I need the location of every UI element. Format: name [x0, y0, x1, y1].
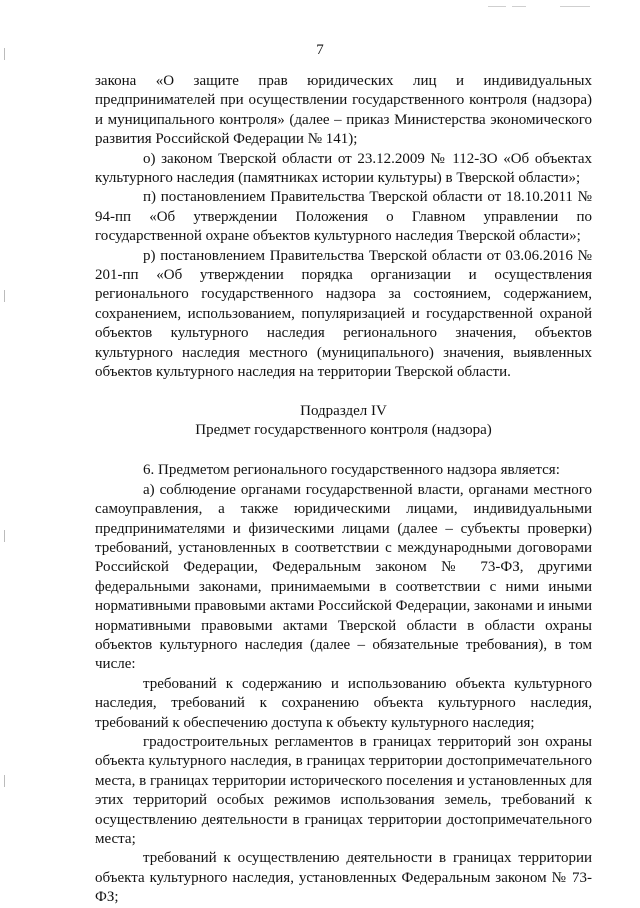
paragraph: градостроительных регламентов в границах территорий зон охраны объекта культурного наследия, в границах территории достопримечательного места, в границах территории исторического поселения и установленных для этих территорий особых режимов использования земель, требований к осуществлению деятельности в границах территории достопримечательного места;	[95, 734, 592, 848]
scan-artifact	[560, 6, 590, 7]
paragraph: закона «О защите прав юридических лиц и индивидуальных предпринимателей при осуществлении государственного контроля (надзора) и муниципального контроля» (далее – приказ Министерства экономического развития Российской Федерации № 141);	[95, 73, 592, 148]
paragraph: о) законом Тверской области от 23.12.2009 № 112-ЗО «Об объектах культурного наследия (памятниках истории культуры) в Тверской области»;	[95, 150, 592, 187]
paragraph: а) соблюдение органами государственной власти, органами местного самоуправления, а также юридическими лицами, индивидуальными предпринимателями и физическими лицами (далее – субъекты проверки) требований, установленных в соответствии с международными договорами Российской Федерации, Федеральным законом № 73-ФЗ, другими федеральными законами, принимаемыми в соответствии с ними иными нормативными правовыми актами Российской Федерации, законами и иными нормативными правовыми актами Тверской области в области охраны объектов культурного наследия (далее – обязательные требования), в том числе:	[95, 481, 593, 673]
paragraph: р) постановлением Правительства Тверской области от 03.06.2016 № 201-пп «Об утверждении порядка организации и осуществления регионального государственного надзора за состоянием, содержанием, сохранением, использованием, популяризацией и государственной охраной объектов культурного наследия регионального значения, объектов культурного наследия местного (муниципального) значения, выявленных объектов культурного наследия на территории Тверской области.	[95, 247, 592, 381]
section-subtitle: Подраздел IV	[300, 402, 387, 419]
spacer	[95, 383, 592, 402]
scan-edge-mark	[4, 775, 5, 787]
paragraph: требований к осуществлению деятельности в границах территории объекта культурного наследия, установленных Федеральным законом № 73-ФЗ;	[95, 850, 592, 906]
section-title: Предмет государственного контроля (надзора)	[195, 421, 492, 438]
page-number: 7	[316, 42, 324, 58]
spacer	[95, 440, 592, 461]
scan-artifact	[512, 6, 526, 7]
paragraph: требований к содержанию и использованию объекта культурного наследия, требований к сохранению объекта культурного наследия, требований к обеспечению доступа к объекту культурного наследия;	[95, 675, 592, 731]
paragraph: п) постановлением Правительства Тверской области от 18.10.2011 № 94-пп «Об утверждении Положения о Главном управлении по государственной охране объектов культурного наследия Тверской области»;	[95, 189, 592, 245]
scan-artifact	[488, 6, 506, 7]
document-body	[95, 72, 592, 908]
scan-edge-mark	[4, 530, 5, 542]
scan-edge-mark	[4, 290, 5, 302]
paragraph: 6. Предметом регионального государственного надзора является:	[143, 462, 560, 479]
